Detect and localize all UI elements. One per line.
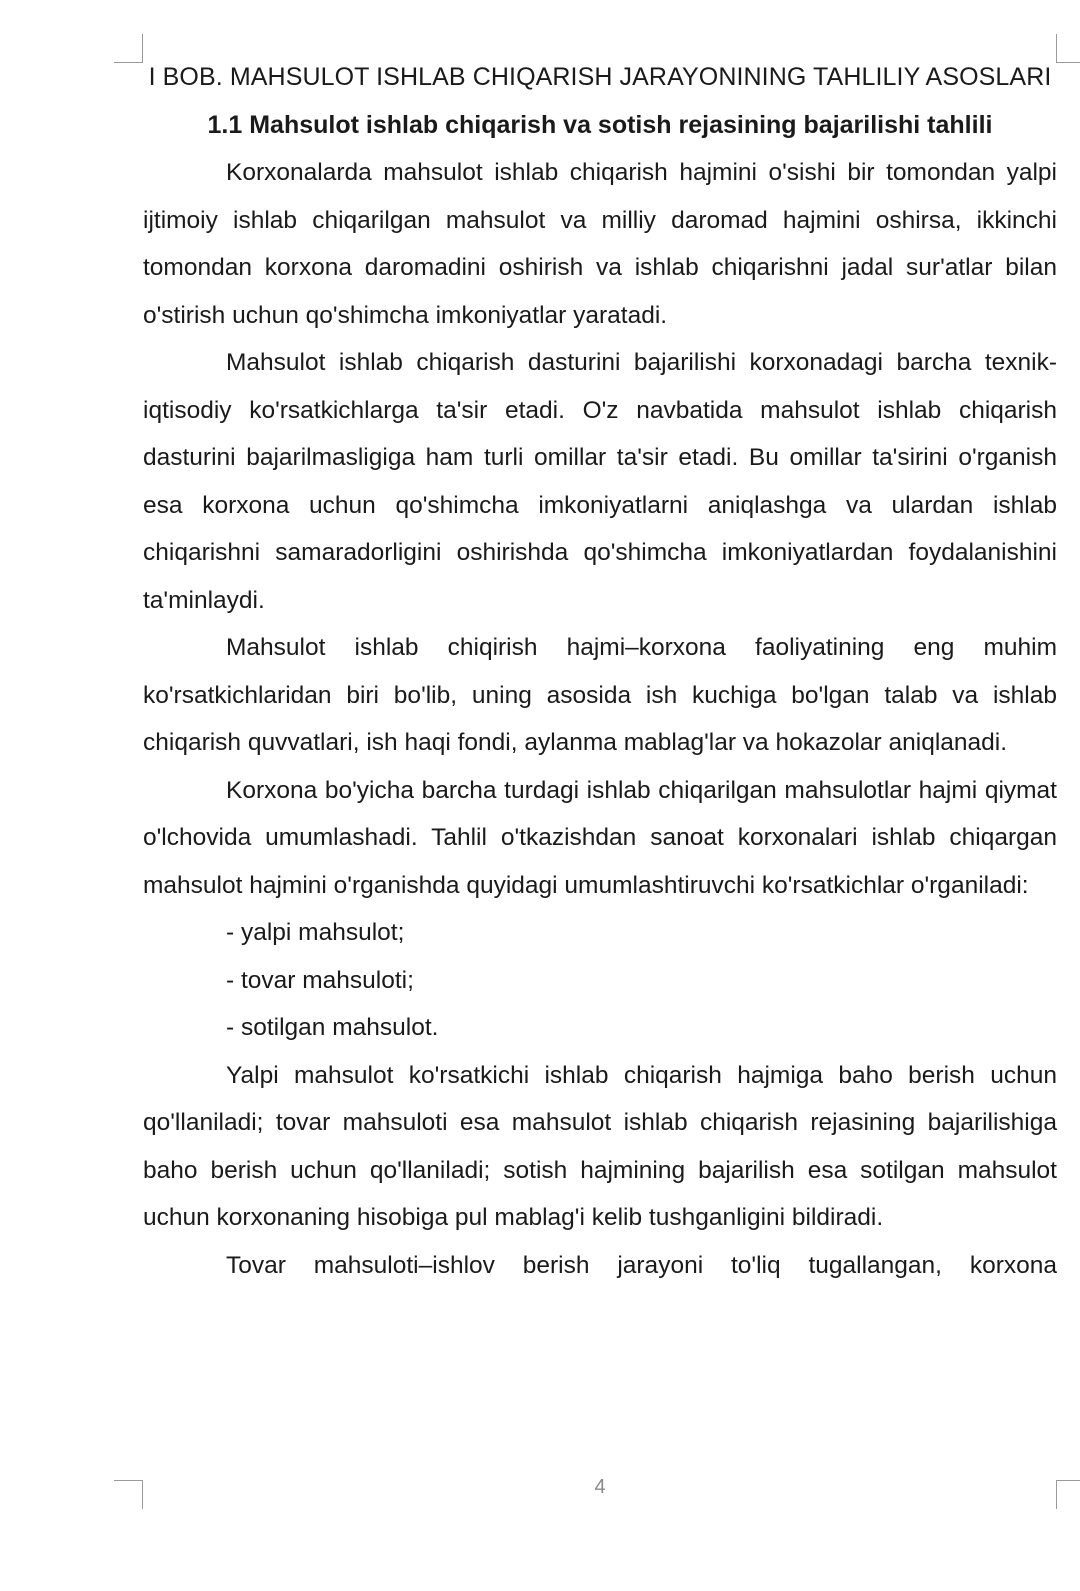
paragraph-last-line: Tovar mahsuloti–ishlov berish jarayoni to'liq tugallangan, korxona xyxy=(226,1251,1057,1279)
page-corner-mark-top-left xyxy=(114,34,143,63)
list-item: - tovar mahsuloti; xyxy=(226,966,414,994)
list-item: - sotilgan mahsulot. xyxy=(226,1014,439,1041)
page-corner-mark-top-right xyxy=(1056,34,1080,63)
list-item: - yalpi mahsulot; xyxy=(226,919,405,946)
chapter-title: I BOB. MAHSULOT ISHLAB CHIQARISH JARAYONINING TAHLILIY ASOSLARI xyxy=(148,63,1052,91)
section-title: 1.1 Mahsulot ishlab chiqarish va sotish rejasining bajarilishi tahlili xyxy=(207,111,993,139)
paragraph: Mahsulot ishlab chiqarish dasturini bajarilishi korxonadagi barcha texnik-iqtisodiy ko'rsatkichlarga ta'sir etadi. O'z navbatida mahsulot ishlab chiqarish dasturini bajarilmasligiga ham turli omillar ta'sir etadi. Bu omillar ta'sirini o'rganish esa korxona uchun qo'shimcha imkoniyatlarni aniqlashga va ulardan ishlab chiqarishni samaradorligini oshirishda qo'shimcha imkoniyatlardan foydalanishini ta'minlaydi. xyxy=(143,349,1057,614)
document-body xyxy=(143,52,1057,1289)
paragraph: Yalpi mahsulot ko'rsatkichi ishlab chiqarish hajmiga baho berish uchun qo'llaniladi; tovar mahsuloti esa mahsulot ishlab chiqarish rejasining bajarilishiga baho berish uchun qo'llaniladi; sotish hajmining bajarilish esa sotilgan mahsulot uchun korxonaning hisobiga pul mablag'i kelib tushganligini bildiradi. xyxy=(143,1061,1057,1231)
paragraph: Korxonalarda mahsulot ishlab chiqarish hajmini o'sishi bir tomondan yalpi ijtimoiy ishlab chiqarilgan mahsulot va milliy daromad hajmini oshirsa, ikkinchi tomondan korxona daromadini oshirish va ishlab chiqarishni jadal sur'atlar bilan o'stirish uchun qo'shimcha imkoniyatlar yaratadi. xyxy=(143,159,1057,329)
page-number: 4 xyxy=(594,1476,606,1498)
paragraph: Korxona bo'yicha barcha turdagi ishlab chiqarilgan mahsulotlar hajmi qiymat o'lchovida umumlashadi. Tahlil o'tkazishdan sanoat korxonalari ishlab chiqargan mahsulot hajmini o'rganishda quyidagi umumlashtiruvchi ko'rsatkichlar o'rganiladi: xyxy=(143,776,1057,899)
bullet-list xyxy=(143,909,1057,1052)
paragraph: Mahsulot ishlab chiqirish hajmi–korxona faoliyatining eng muhim ko'rsatkichlaridan biri bo'lib, uning asosida ish kuchiga bo'lgan talab va ishlab chiqarish quvvatlari, ish haqi fondi, aylanma mablag'lar va hokazolar aniqlanadi. xyxy=(143,634,1057,756)
